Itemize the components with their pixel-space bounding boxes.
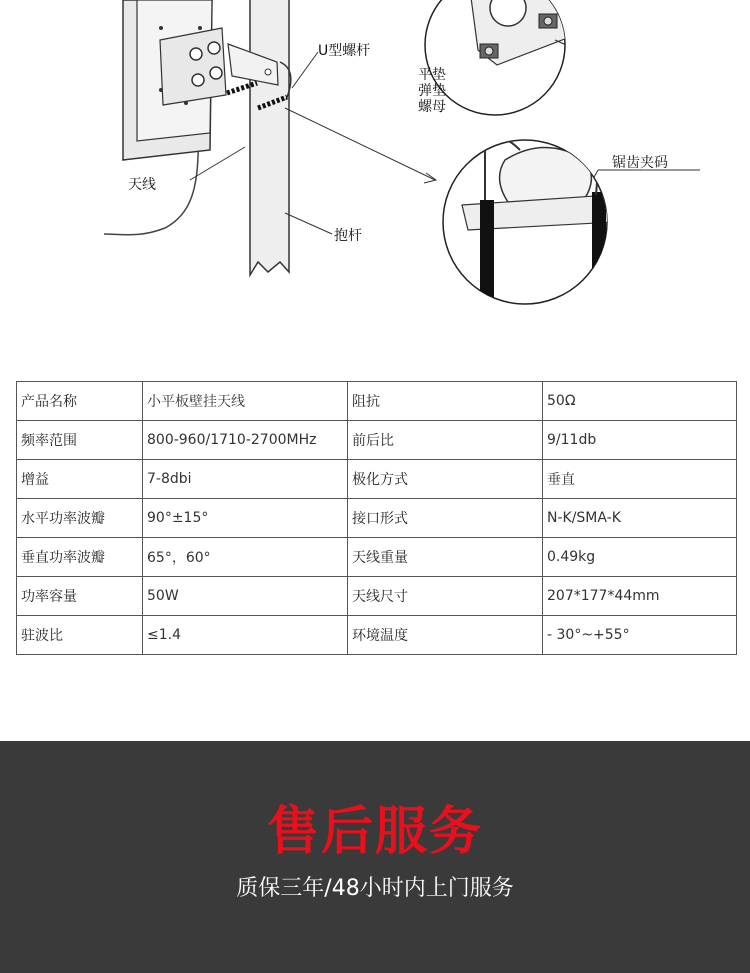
label-flat-washer: 平垫 [418, 67, 446, 83]
spec-value: 9/11db [543, 421, 737, 460]
spec-key: 环境温度 [348, 616, 543, 655]
spec-key: 前后比 [348, 421, 543, 460]
table-row [17, 382, 737, 421]
spec-key: 极化方式 [348, 460, 543, 499]
label-clamp: 锯齿夹码 [612, 155, 668, 171]
nut-detail-circle [425, 0, 600, 115]
label-nut: 螺母 [418, 99, 446, 115]
table-row [17, 421, 737, 460]
spec-key: 接口形式 [348, 499, 543, 538]
spec-key: 功率容量 [17, 577, 143, 616]
spec-value: 7-8dbi [143, 460, 348, 499]
installation-drawing [0, 0, 750, 345]
table-row [17, 616, 737, 655]
spec-value: 小平板壁挂天线 [143, 382, 348, 421]
spec-key: 水平功率波瓣 [17, 499, 143, 538]
table-row [17, 577, 737, 616]
table-row [17, 460, 737, 499]
label-antenna: 天线 [128, 177, 156, 193]
table-row [17, 499, 737, 538]
pole-leader [285, 213, 332, 234]
label-spring-washer: 弹垫 [418, 83, 446, 99]
service-title: 售后服务 [266, 802, 483, 862]
spec-value: N-K/SMA-K [543, 499, 737, 538]
spec-value: 0.49kg [543, 538, 737, 577]
spec-value: 800-960/1710-2700MHz [143, 421, 348, 460]
pole [250, 0, 289, 275]
spec-key: 阻抗 [348, 382, 543, 421]
spec-key: 增益 [17, 460, 143, 499]
spec-key: 频率范围 [17, 421, 143, 460]
spec-key: 天线尺寸 [348, 577, 543, 616]
spec-key: 天线重量 [348, 538, 543, 577]
service-banner [0, 741, 750, 973]
spec-table [16, 381, 737, 655]
u-bolt-leader [292, 52, 318, 88]
spec-value: 50Ω [543, 382, 737, 421]
spec-value: 90°±15° [143, 499, 348, 538]
spec-key: 垂直功率波瓣 [17, 538, 143, 577]
spec-value: 垂直 [543, 460, 737, 499]
clamp-detail-circle [443, 137, 615, 310]
spec-value: - 30°~+55° [543, 616, 737, 655]
spec-value: 65°，60° [143, 538, 348, 577]
spec-value: ≤1.4 [143, 616, 348, 655]
label-u-bolt: U型螺杆 [318, 43, 371, 59]
service-subtitle: 质保三年/48小时内上门服务 [236, 876, 514, 901]
table-row [17, 538, 737, 577]
spec-value: 50W [143, 577, 348, 616]
spec-key: 驻波比 [17, 616, 143, 655]
spec-key: 产品名称 [17, 382, 143, 421]
detail-arrow [285, 108, 435, 180]
antenna-panel [123, 0, 226, 160]
installation-diagram [0, 0, 750, 345]
label-pole: 抱杆 [334, 228, 362, 244]
spec-value: 207*177*44mm [543, 577, 737, 616]
